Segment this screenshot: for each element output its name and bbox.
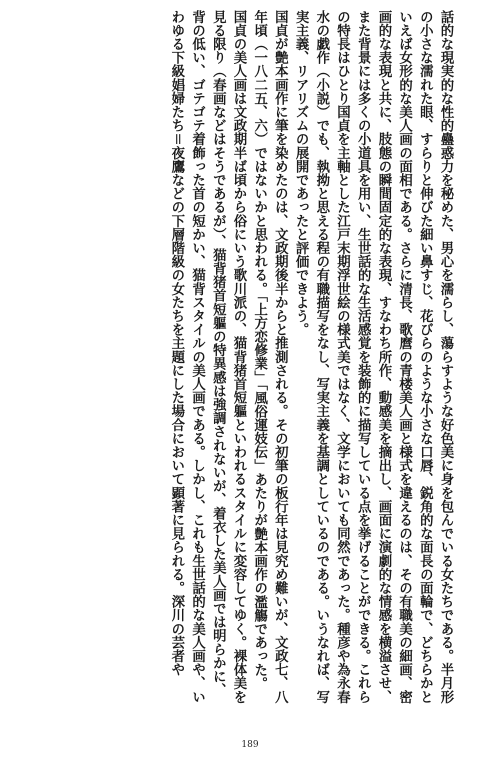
paragraph-2: 国貞が艶本画作に筆を染めたのは、文政期後半からと推測される。その初筆の板行年は見究め難いが、文政七、八年頃（一八二五、六）ではないかと思われる。「上方恋修業」「風俗運妓伝」あたりが艶本画作の濫觴であった。 [251,10,289,704]
vertical-body-text [32,10,456,710]
page-number: 189 [241,740,259,750]
paragraph-1: 話的な現実的な性的蠱惑力を秘めた、男心を濡らし、蕩らすような好色美に身を包んでいる女たちである。半月形の小さな濡れた眼、すらりと伸びた細い鼻すじ、花びらのような小さな口唇、鋭角的な面長の面輪で、どちらかといえば女形的な美人画の面相である。さらに清長、歌麿の青楼美人画と様式を違えるのは、その有職美の細画、密画的な表現と共に、肢態の瞬間固定的な表現、すなわち所作、動感美を摘出し、画面に演劇的な情感を横溢させ、また背景には多くの小道具を用い、生世話的な生活感覚を装飾的に描写している点を挙げることができる。これらの特長はひとり国貞を主軸とした江戸末期浮世絵の様式美ではなく、文学においても同然であった。種彦や為永春水の戯作（小説）でも、執拗と思える程の有職描写をなし、写実主義を基調としているのである。いうなれば、写実主義、リアリズムの展開であったと評価できよう。 [293,10,454,704]
paragraph-3: 国貞の美人画は文政期半ば頃から俗にいう歌川派の、猫背猪首短軀といわれるスタイルに変容してゆく。裸体美を見る限り（春画などはそうであるが）、猫背猪首短軀の特異感は強調されないが、着衣した美人画では明らかに、背の低い、ゴテゴテ着飾った首の短かい、猫背スタイルの美人画である。しかし、これも生世話的な美人画や、いわゆる下級娼婦たち＝夜鷹などの下層階級の女たちを主題にした場合において顕著に見られる。深川の芸者や [168,10,247,704]
